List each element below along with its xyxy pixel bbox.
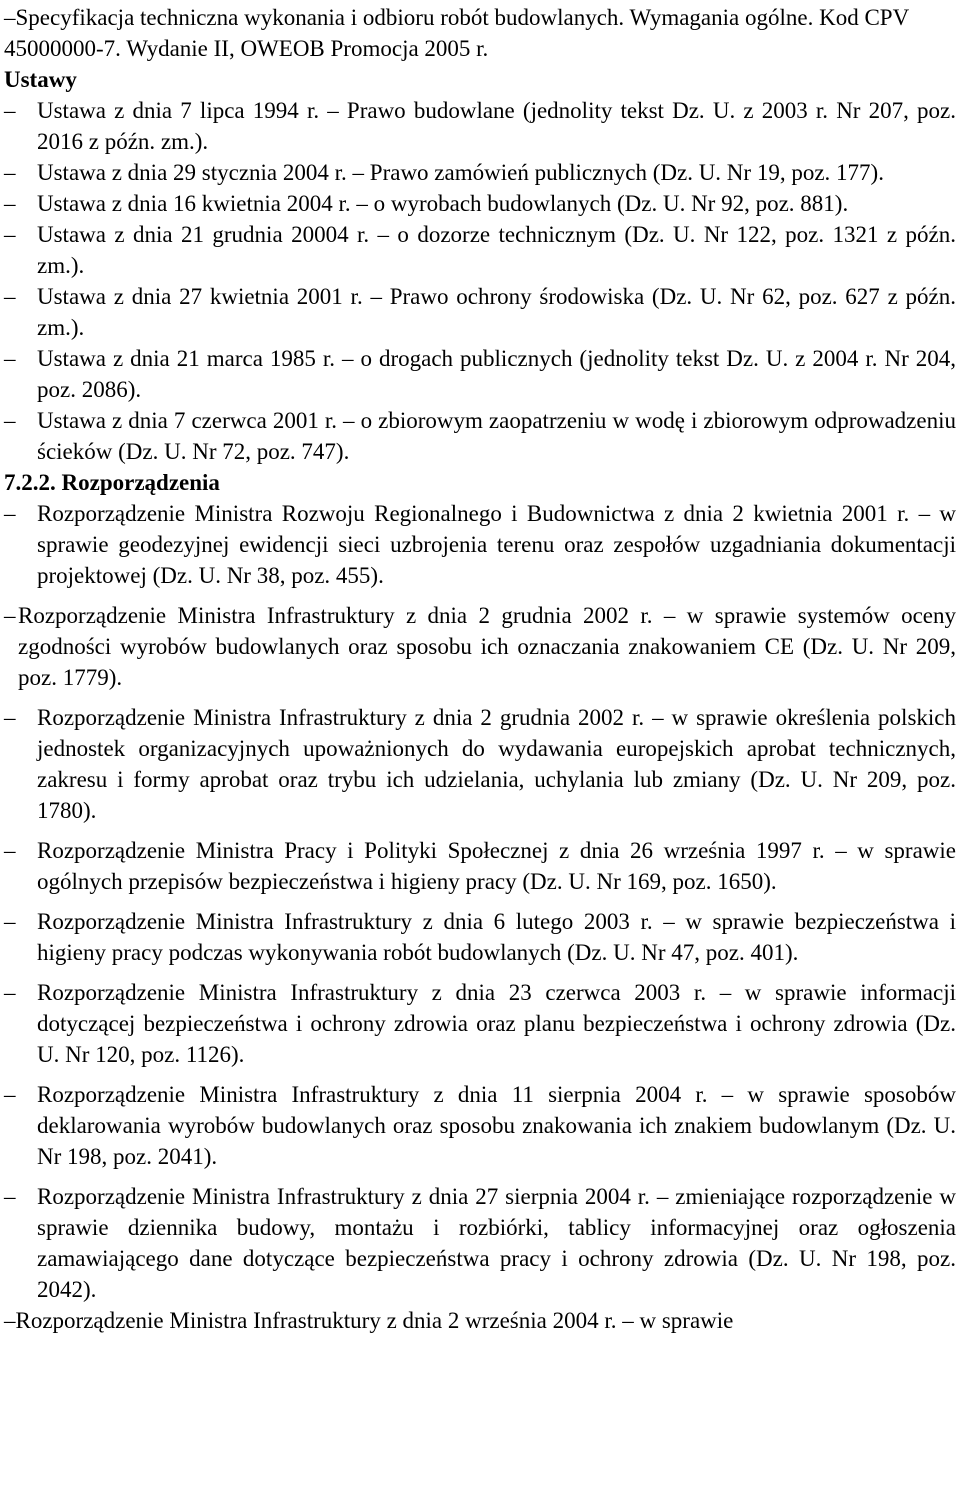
list-dash: –	[4, 160, 16, 185]
list-item	[4, 219, 956, 281]
list-item	[4, 600, 956, 693]
list-item-text: Ustawa z dnia 29 stycznia 2004 r. – Prawo zamówień publicznych (Dz. U. Nr 19, poz. 177).	[37, 160, 884, 185]
list-item-text: Ustawa z dnia 21 grudnia 20004 r. – o dozorze technicznym (Dz. U. Nr 122, poz. 1321 z późn. zm.).	[37, 222, 956, 278]
list-item-text: Rozporządzenie Ministra Infrastruktury z dnia 2 grudnia 2002 r. – w sprawie systemów oceny zgodności wyrobów budowlanych oraz sposobu ich oznaczania znakowaniem CE (Dz. U. Nr 209, poz. 1779).	[18, 603, 956, 690]
list-dash: –	[4, 1184, 16, 1209]
list-item-text: Rozporządzenie Ministra Infrastruktury z dnia 11 sierpnia 2004 r. – w sprawie sposobów deklarowania wyrobów budowlanych oraz sposobu znakowania ich znakiem budowlanym (Dz. U. Nr 198, poz. 2041).	[37, 1082, 956, 1169]
list-item	[4, 977, 956, 1070]
section-heading-rozporzadzenia: 7.2.2. Rozporządzenia	[4, 470, 220, 495]
list-dash: –	[4, 284, 16, 309]
list-dash: –	[4, 1082, 16, 1107]
list-dash: –	[4, 98, 16, 123]
list-item-text: Ustawa z dnia 16 kwietnia 2004 r. – o wyrobach budowlanych (Dz. U. Nr 92, poz. 881).	[37, 191, 849, 216]
list-item	[4, 157, 956, 188]
intro-text: Specyfikacja techniczna wykonania i odbioru robót budowlanych. Wymagania ogólne. Kod CPV 45000000-7. Wydanie II, OWEOB Promocja 2005 r.	[4, 5, 909, 61]
list-item	[4, 702, 956, 826]
list-dash: –	[4, 603, 16, 628]
list-item	[4, 405, 956, 467]
list-item	[4, 343, 956, 405]
list-dash: –	[4, 222, 16, 247]
list-item-text: Ustawa z dnia 7 lipca 1994 r. – Prawo budowlane (jednolity tekst Dz. U. z 2003 r. Nr 207, poz. 2016 z późn. zm.).	[37, 98, 956, 154]
list-item-text: Rozporządzenie Ministra Infrastruktury z dnia 27 sierpnia 2004 r. – zmieniające rozporządzenie w sprawie dziennika budowy, montażu i rozbiórki, tablicy informacyjnej oraz ogłoszenia zamawiającego dane dotyczące bezpieczeństwa pracy i ochrony zdrowia (Dz. U. Nr 198, poz. 2042).	[37, 1184, 956, 1302]
list-item	[4, 281, 956, 343]
list-dash: –	[4, 346, 16, 371]
list-dash: –	[4, 501, 16, 526]
list-item-text: Rozporządzenie Ministra Pracy i Polityki Społecznej z dnia 26 września 1997 r. – w sprawie ogólnych przepisów bezpieczeństwa i higieny pracy (Dz. U. Nr 169, poz. 1650).	[37, 838, 956, 894]
list-item	[4, 95, 956, 157]
list-item	[4, 1181, 956, 1305]
list-item-text: Ustawa z dnia 21 marca 1985 r. – o drogach publicznych (jednolity tekst Dz. U. z 2004 r. Nr 204, poz. 2086).	[37, 346, 956, 402]
section-heading-ustawy: Ustawy	[4, 67, 77, 92]
list-item-text: Rozporządzenie Ministra Infrastruktury z dnia 23 czerwca 2003 r. – w sprawie informacji dotyczącej bezpieczeństwa i ochrony zdrowia oraz planu bezpieczeństwa i ochrony zdrowia (Dz. U. Nr 120, poz. 1126).	[37, 980, 956, 1067]
list-dash: –	[4, 838, 16, 863]
list-item	[4, 906, 956, 968]
list-dash: –	[4, 408, 16, 433]
list-item-text: Ustawa z dnia 7 czerwca 2001 r. – o zbiorowym zaopatrzeniu w wodę i zbiorowym odprowadzeniu ścieków (Dz. U. Nr 72, poz. 747).	[37, 408, 956, 464]
list-dash: –	[4, 705, 16, 730]
list-item-text: Ustawa z dnia 27 kwietnia 2001 r. – Prawo ochrony środowiska (Dz. U. Nr 62, poz. 627 z późn. zm.).	[37, 284, 956, 340]
list-dash: –	[4, 191, 16, 216]
intro-dash: –	[4, 5, 16, 30]
list-item	[4, 188, 956, 219]
list-item-text: Rozporządzenie Ministra Rozwoju Regionalnego i Budownictwa z dnia 2 kwietnia 2001 r. – w sprawie geodezyjnej ewidencji sieci uzbrojenia terenu oraz zespołów uzgadniania dokumentacji projektowej (Dz. U. Nr 38, poz. 455).	[37, 501, 956, 588]
list-item	[4, 835, 956, 897]
list-dash: –	[4, 980, 16, 1005]
list-item-text: Rozporządzenie Ministra Infrastruktury z dnia 2 grudnia 2002 r. – w sprawie określenia polskich jednostek organizacyjnych upoważnionych do wydawania europejskich aprobat technicznych, zakresu i formy aprobat oraz trybu ich udzielania, uchylania lub zmiany (Dz. U. Nr 209, poz. 1780).	[37, 705, 956, 823]
list-dash: –	[4, 909, 16, 934]
last-line: –Rozporządzenie Ministra Infrastruktury z dnia 2 września 2004 r. – w sprawie	[4, 1308, 734, 1333]
list-item	[4, 498, 956, 591]
list-item	[4, 1079, 956, 1172]
list-item-text: Rozporządzenie Ministra Infrastruktury z dnia 6 lutego 2003 r. – w sprawie bezpieczeństwa i higieny pracy podczas wykonywania robót budowlanych (Dz. U. Nr 47, poz. 401).	[37, 909, 956, 965]
intro-paragraph	[4, 2, 956, 64]
